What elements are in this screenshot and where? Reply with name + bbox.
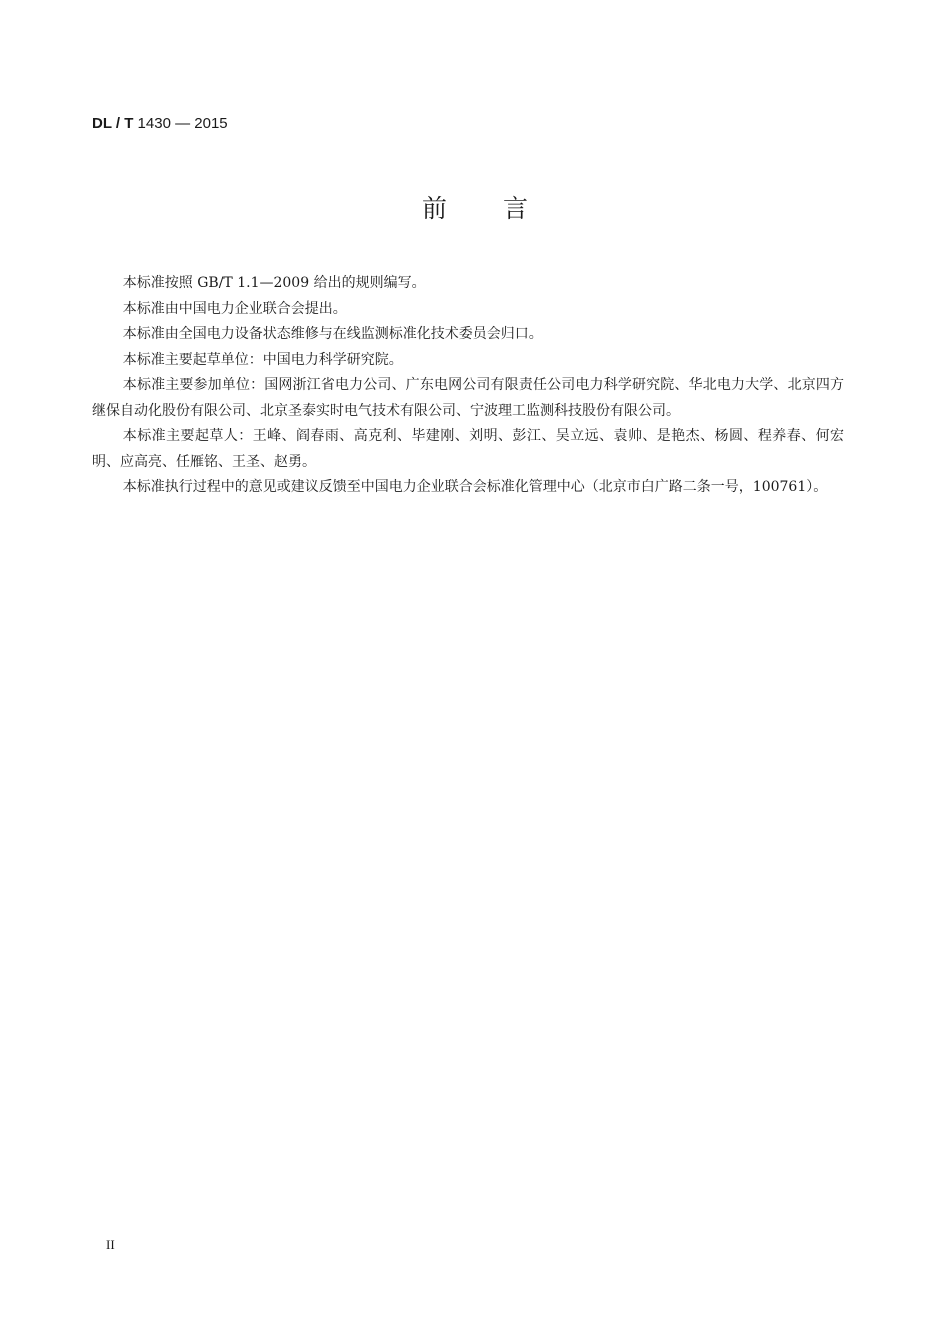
standard-code-number: 1430 — 2015 <box>133 115 228 132</box>
paragraph-feedback-contact: 本标准执行过程中的意见或建议反馈至中国电力企业联合会标准化管理中心（北京市白广路二条一号，100761）。 <box>122 479 828 495</box>
standard-code <box>92 114 228 134</box>
paragraph-participating-units: 本标准主要参加单位：国网浙江省电力公司、广东电网公司有限责任公司电力科学研究院、华北电力大学、北京四方继保自动化股份有限公司、北京圣泰实时电气技术有限公司、宁波理工监测科技股份有限公司。 <box>92 377 844 419</box>
paragraph-technical-committee: 本标准由全国电力设备状态维修与在线监测标准化技术委员会归口。 <box>122 326 543 342</box>
page-number: II <box>106 1237 115 1252</box>
page-title: 前言 <box>421 194 584 223</box>
foreword-body <box>92 271 844 501</box>
paragraph-proposer: 本标准由中国电力企业联合会提出。 <box>122 300 347 317</box>
standard-code-prefix: DL / T <box>92 115 134 132</box>
paragraph-drafting-rules: 本标准按照 GB/T 1.1—2009 给出的规则编写。 <box>122 275 426 291</box>
paragraph-main-drafters: 本标准主要起草人：王峰、阎春雨、高克利、毕建刚、刘明、彭江、吴立远、袁帅、是艳杰、杨圆、程养春、何宏明、应高亮、任雁铭、王圣、赵勇。 <box>92 428 844 470</box>
paragraph-main-drafting-unit: 本标准主要起草单位：中国电力科学研究院。 <box>122 351 403 368</box>
